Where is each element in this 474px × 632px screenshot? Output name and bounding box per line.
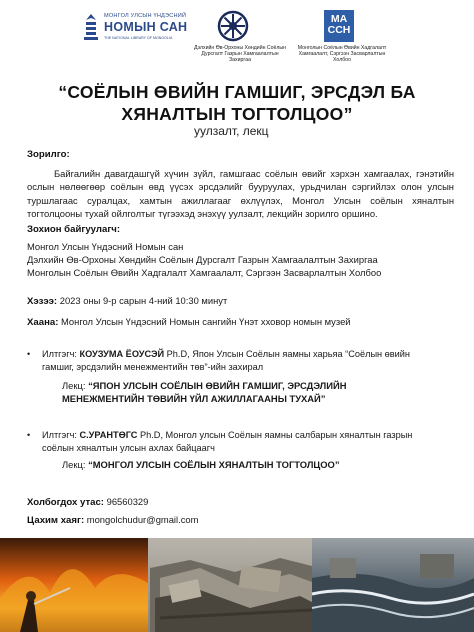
fire-photo xyxy=(0,538,148,632)
phone-label: Холбогдох утас: xyxy=(27,497,105,508)
cassn-mark: МА ССН xyxy=(324,10,354,42)
flood-photo xyxy=(312,538,474,632)
organizer-item: Дэлхийн Өв-Орхоны Хөндийн Соёлын Дурсгалт Газрын Хамгаалалтын Захиргаа xyxy=(27,253,378,265)
lecture-1 xyxy=(62,379,454,405)
page-title: “СОЁЛЫН ӨВИЙН ГАМШИГ, ЭРСДЭЛ БА ХЯНАЛТЫН ТОГТОЛЦОО” xyxy=(58,82,416,124)
organizer-item: Монголын Соёлын Өвийн Хадгалалт Хамгаалалт, Сэргээн Засварлалтын Холбоо xyxy=(27,266,382,278)
lecture-title: “МОНГОЛ УЛСЫН СОЁЛЫН ХЯНАЛТЫН ТОГТОЛЦОО” xyxy=(88,459,340,470)
speaker-desc-line2: гамшиг, эрсдэлийн менежментийн төв”-ийн захирал xyxy=(42,361,264,372)
lecture-prefix: Лекц: xyxy=(62,459,86,470)
bullet-icon: • xyxy=(27,430,31,440)
where-value: Монгол Улсын Үндэсний Номын сангийн Үнэт хховор номын музей xyxy=(61,316,351,327)
speaker-prefix: Илтгэгч: xyxy=(42,349,77,359)
logo-left-under-text: THE NATIONAL LIBRARY OF MONGOLIA xyxy=(104,36,173,40)
earthquake-photo xyxy=(148,538,312,632)
email-value: mongolchudur@gmail.com xyxy=(86,514,199,525)
organizers-label: Зохион байгуулагч: xyxy=(27,224,121,235)
lecture-2 xyxy=(62,458,454,471)
phone-value: 96560329 xyxy=(106,496,149,507)
logo-right-text: Монголын Соёлын Өвийн Хадгалалт Хамгаалалт, Сэргээн Засварлалтын Холбоо xyxy=(297,45,387,64)
email-label: Цахим хаяг: xyxy=(27,515,85,526)
cassn-logo xyxy=(297,10,402,64)
logo-left-small-text: МОНГОЛ УЛСЫН ҮНДЭСНИЙ xyxy=(104,13,187,19)
speaker-desc: Ph.D, Япон Улсын Соёлын яамны харьяа “Соёлын өвийн xyxy=(166,349,410,359)
speaker-desc-line2: соёлын хяналтын улсын ахлах байцаагч xyxy=(42,442,215,453)
page-subtitle: уулзалт, лекц xyxy=(194,124,269,138)
bullet-icon: • xyxy=(27,349,31,359)
when-label: Хэзээ: xyxy=(27,296,58,307)
when-row xyxy=(27,295,227,307)
disaster-photo-strip xyxy=(0,538,474,632)
logo-mid-text: Дэлхийн Өв-Орхоны Хөндийн Соёлын Дурсгалт Газрын Хамгаалалтын Захиргаа xyxy=(193,45,287,64)
goal-text: Байгалийн давагдашгүй хүчин зүйл, гамшгаас соёлын өвийг хэрхэн хамгаалах, гэнэтийн ослын нөлөөгөөр соёлын өвд үүсэх эрсдэлийг бууруулах, урьдчилан сэргийлэх олон улсын туршлагаас суралцах, хамтын ажиллагааг өхлүүлэх, Монгол Улсын соёлын хяналтын тогтолцооны тухай ойлголтыг түгээхэд энэхүү уулзалт, лекцийн зорилго оршино. xyxy=(27,168,454,220)
lecture-title-line2: МЕНЕЖМЕНТИЙН ТӨВИЙН ҮЙЛ АЖИЛЛАГААНЫ ТУХАЙ” xyxy=(62,393,326,404)
organizer-item: Монгол Улсын Үндэсний Номын сан xyxy=(27,241,184,252)
dharma-wheel-icon xyxy=(217,10,249,42)
where-row xyxy=(27,316,351,328)
national-library-emblem-icon xyxy=(82,12,100,42)
speaker-name: С.УРАНТӨГС xyxy=(79,430,138,440)
national-library-logo xyxy=(82,12,188,52)
speaker-2 xyxy=(42,429,454,454)
logo-left-big-text: НОМЫН САН xyxy=(104,20,188,34)
phone-row xyxy=(27,496,148,508)
where-label: Хаана: xyxy=(27,317,59,328)
speaker-prefix: Илтгэгч: xyxy=(42,430,77,440)
lecture-prefix: Лекц: xyxy=(62,380,86,391)
lecture-title: “ЯПОН УЛСЫН СОЁЛЫН ӨВИЙН ГАМШИГ, ЭРСДЭЛИЙН xyxy=(88,380,347,391)
when-value: 2023 оны 9-р сарын 4-ний 10:30 минут xyxy=(59,295,228,306)
goal-label: Зорилго: xyxy=(27,149,70,160)
orkhon-valley-logo xyxy=(190,10,287,64)
organizers-list xyxy=(27,241,381,279)
speaker-desc: Ph.D, Монгол улсын Соёлын яамны салбарын хяналтын газрын xyxy=(140,430,413,440)
speaker-1 xyxy=(42,348,454,373)
speaker-name: КОУЗУМА ЁОУСЭЙ xyxy=(79,349,165,359)
email-row xyxy=(27,514,198,526)
